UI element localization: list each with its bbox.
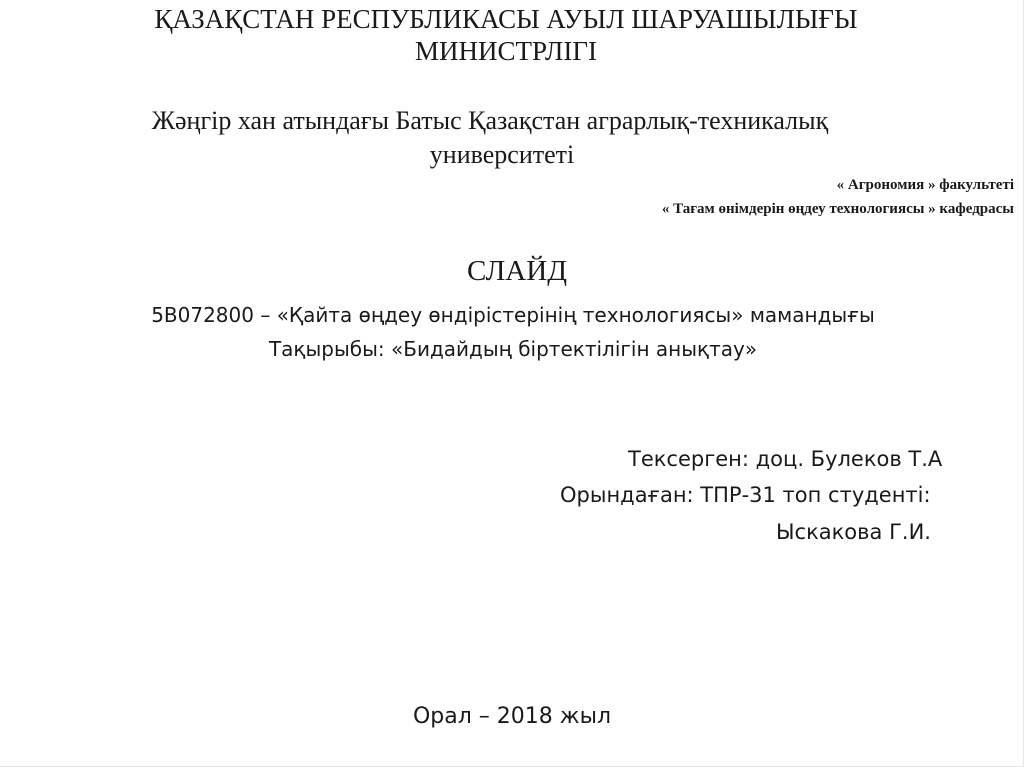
city-year-text: Орал – 2018 жыл bbox=[412, 704, 612, 729]
department-name: « Тағам өнімдерін өңдеу технологиясы » кафедрасы bbox=[661, 201, 1014, 217]
student-name: Ыскакова Г.И. bbox=[776, 520, 931, 544]
checked-by-line: Тексерген: доц. Булеков Т.А bbox=[628, 447, 943, 471]
university-name-line-1: Жәңгір хан атындағы Батыс Қазақстан аграрлық-техникалық bbox=[151, 106, 829, 135]
ministry-title-line-2: МИНИСТРЛІГІ bbox=[415, 36, 597, 66]
topic-line: Тақырыбы: «Бидайдың біртектілігін анықтау» bbox=[268, 337, 758, 361]
ministry-title-line-1: ҚАЗАҚСТАН РЕСПУБЛИКАСЫ АУЫЛ ШАРУАШЫЛЫҒЫ bbox=[154, 4, 858, 34]
faculty-name: « Агрономия » факультеті bbox=[836, 177, 1014, 193]
slide-title: СЛАЙД bbox=[467, 255, 567, 287]
performed-by-line: Орындаған: ТПР-31 топ студенті: bbox=[560, 483, 931, 507]
city-year bbox=[0, 704, 1024, 729]
university-name-line-2: университеті bbox=[429, 140, 575, 169]
specialty-line: 5В072800 – «Қайта өңдеу өндірістерінің технологиясы» мамандығы bbox=[151, 303, 875, 327]
